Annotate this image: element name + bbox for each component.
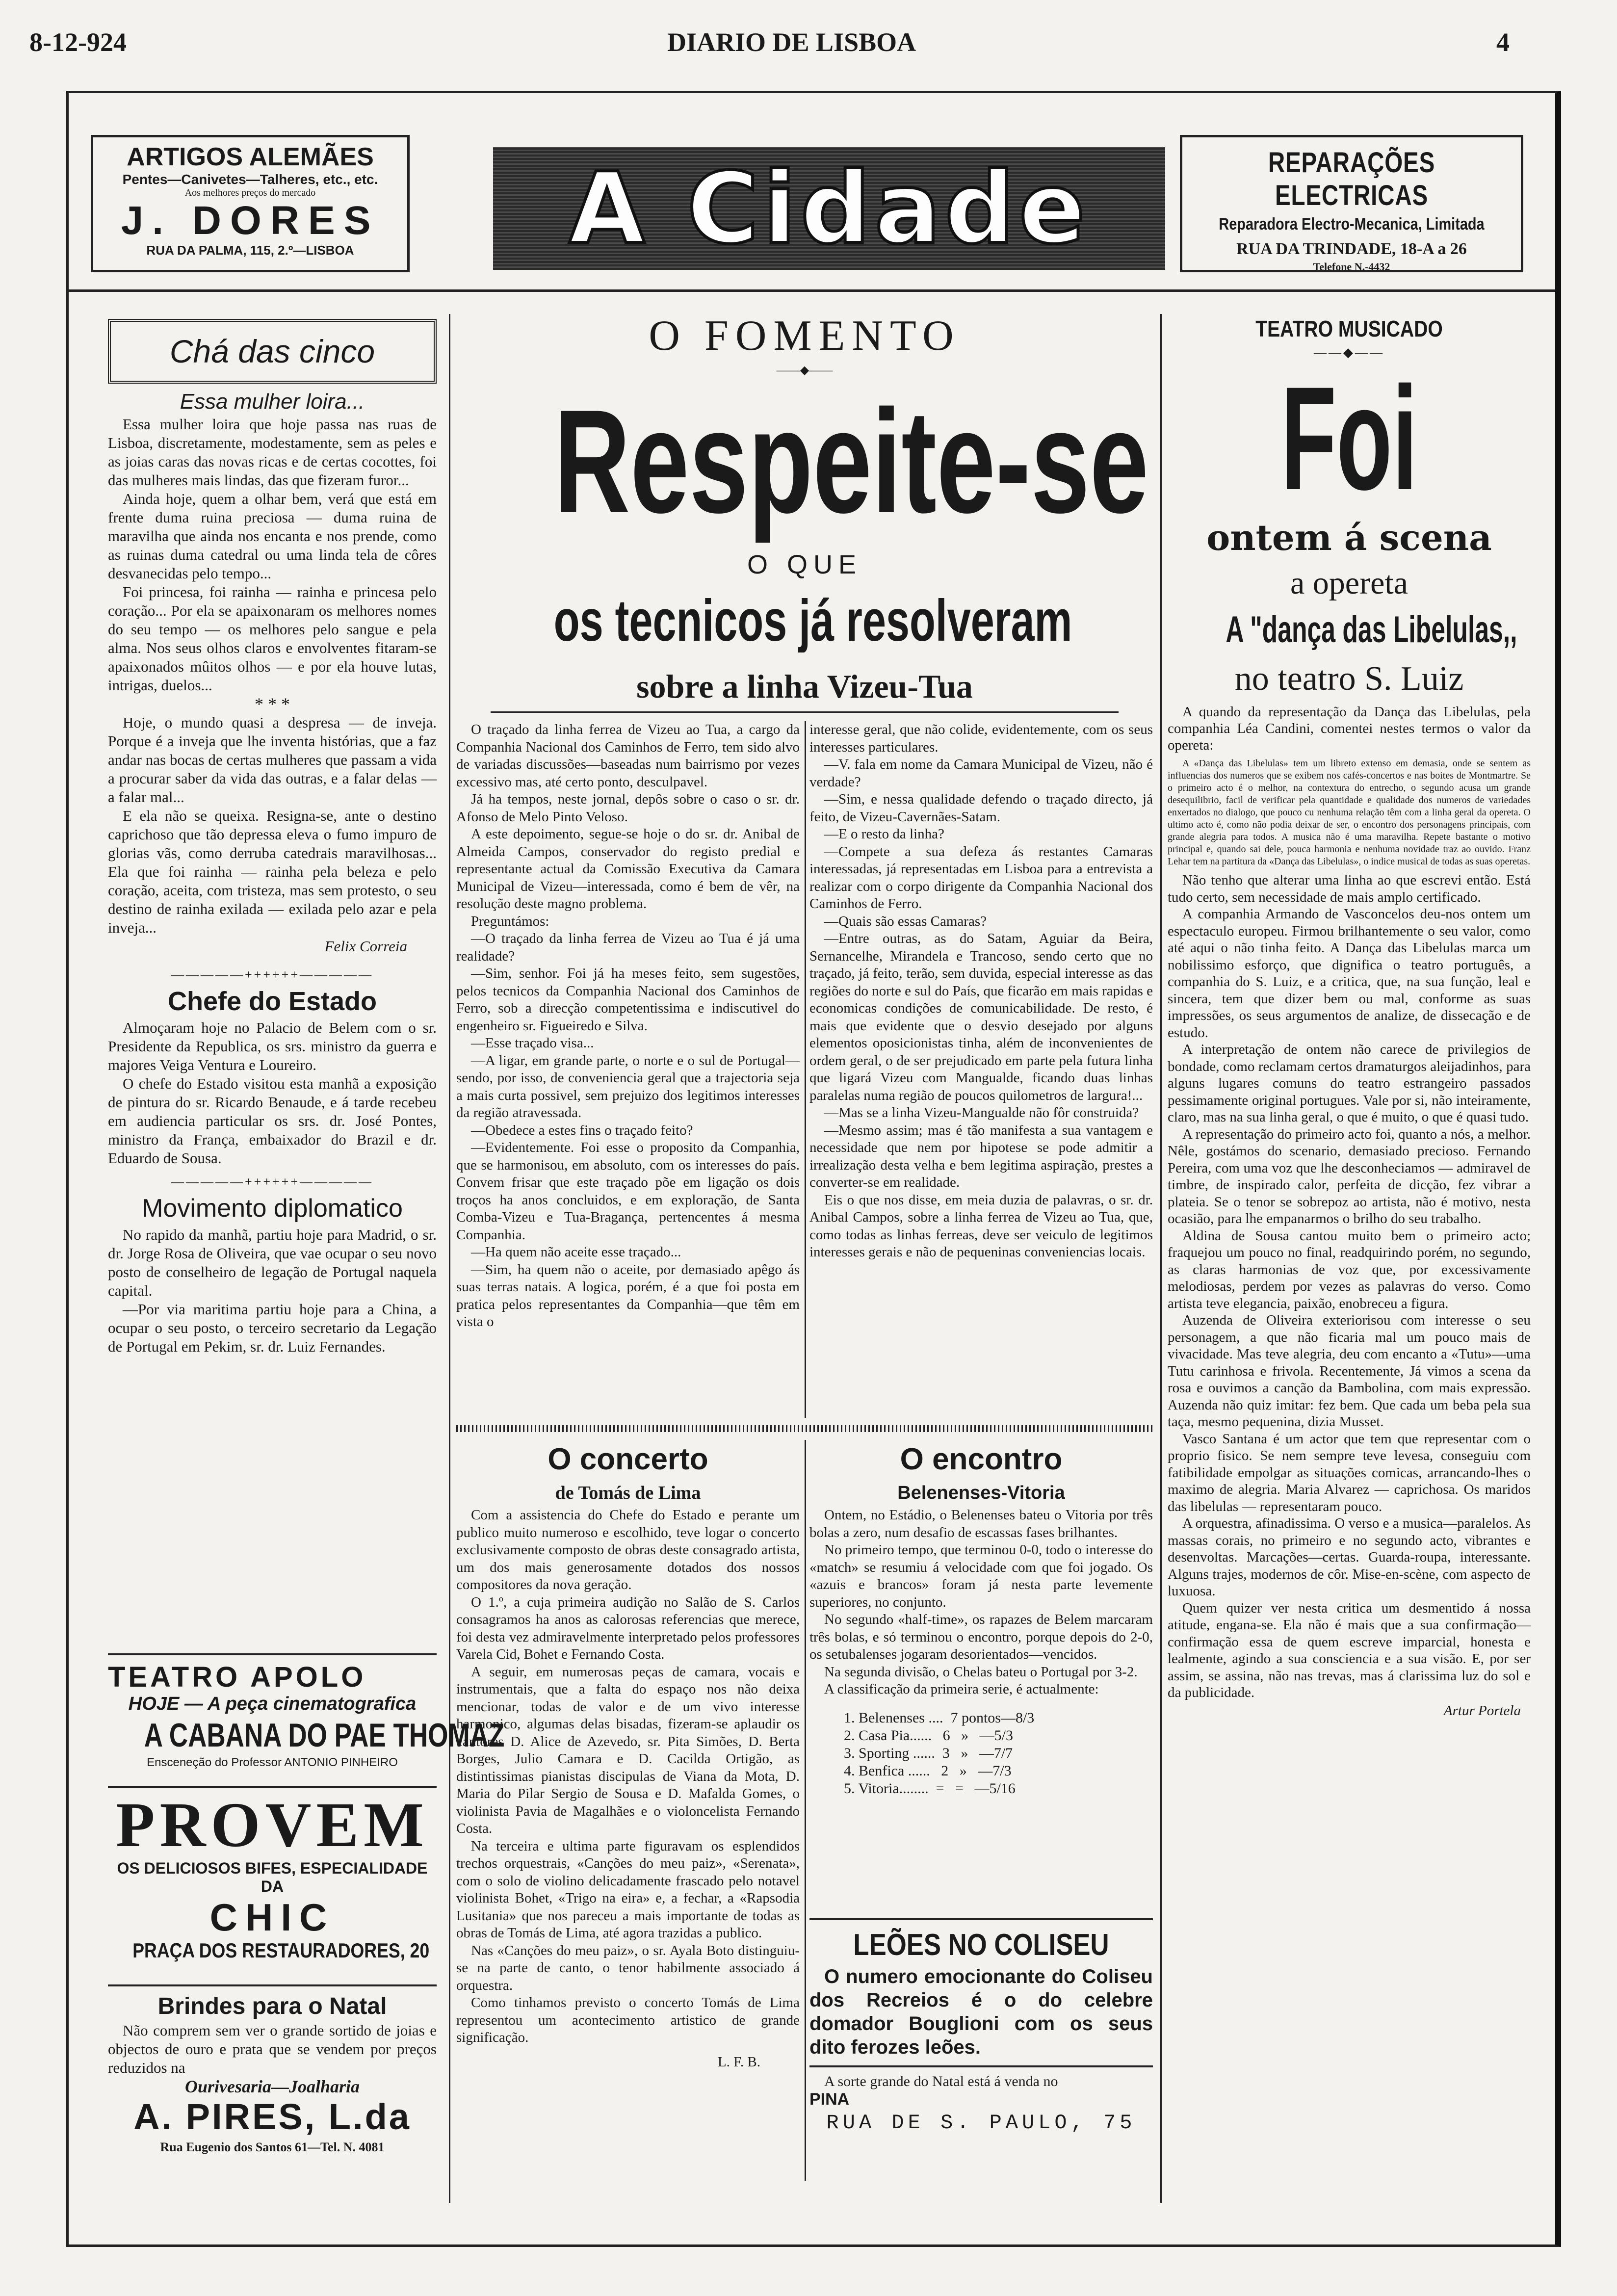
- ornament-rule: —————++++++—————: [171, 1174, 373, 1189]
- teatro-paragraph: A orquestra, afinadissima. O verso e a musica—paralelos. As massas corais, no primeiro e no segundo acto, vibrantes e desenvoltas. Marcações—certas. Guarda-roupa, interessante. Alguns trajes, modernos de côr. Mise-en-scène, com aspecto de luxuosa.: [1168, 1515, 1531, 1599]
- teatro-paragraph: A representação do primeiro acto foi, quanto a nós, a melhor. Nêle, gostámos do scenario, demasiado precioso. Fernando Pereira, com uma voz que lhe desconheciamos — admiravel de timbre, de inspirado calor, perfeita de dicção, fez vibrar a plateia. Se o tenor se sobrepoz ao artista, não é motivo, nesta ocasião, para lhe empanarmos o brilho do seu trabalho.: [1168, 1126, 1531, 1226]
- teatro-deck-2: a opereta: [1290, 565, 1408, 601]
- teatro-paragraph: A companhia Armando de Vasconcelos deu-nos ontem um espectaculo europeu. Firmou brilhantemente o seu valor, como até aqui o não tinha feito. A Dança das Libelulas marca um nobilissimo esforço, que dignifica o teatro português, a companhia do S. Luiz, e a critica, que, na sua função, leal e sincera, tem que dizer bem ou mal, conforme as suas impressões, os seus argumentos de analize, de dissecação e de estudo.: [1168, 906, 1531, 1041]
- ad-teatro-apolo: [108, 1661, 505, 1770]
- chic-provem: PROVEM: [116, 1790, 429, 1860]
- column-rule-1: [449, 314, 450, 2203]
- chefe-heading: Chefe do Estado: [167, 987, 377, 1016]
- brindes-shop-type: Ourivesaria—Joalharia: [184, 2077, 360, 2096]
- teatro-quote: A «Dança das Libelulas» tem um libreto extenso em demasia, onde se sentem as influencias dos numeros que se exibem nos cafés-concertos e nas boites de Montmartre. Se o primeiro acto é o melhor, na contextura do entrecho, o segundo acusa um grande desequilibrio, facil de verificar pela quantidade e qualidade dos numeros de variedades enxertados no dialogo, que pouco cu nenhuma relação têm com a linha geral da opereta. O ultimo acto é, como não podia deixar de ser, o encontro dos personagens principais, com grande alegria para todos. A musica não é uma maravilha. Repete bastante o motivo principal e, quando sai dele, pouca harmonia e nenhuma novidade traz ao ouvido. Franz Lehar tem na partitura da «Dança das Libelulas», o indice musical de todas as suas operetas.: [1168, 758, 1531, 867]
- cha-paragraph: Ainda hoje, quem a olhar bem, verá que está em frente duma ruina preciosa — duma ruina de maravilha que ainda nos encanta e nos prende, como as ruinas duma catedral ou uma linda tela de côres desvanecidas pelo tempo...: [108, 490, 437, 582]
- movimento-heading: Movimento diplomatico: [142, 1194, 403, 1223]
- concerto-paragraph: O 1.º, a cuja primeira audição no Salão de S. Carlos consagramos ha anos as calorosas referencias que merece, foi desta vez admiravelmente interpretado pelos professores Varela Cid, Bohet e Fernando Costa.: [456, 1594, 800, 1662]
- fomento-paragraph: O traçado da linha ferrea de Vizeu ao Tua, a cargo da Companhia Nacional dos Caminhos de Ferro, tem sido alvo de variadas discussões—baseadas num bairrismo por vezes excessivo mas, até certo ponto, desculpavel.: [456, 722, 800, 790]
- pina-name: PINA: [809, 2090, 850, 2109]
- movimento-paragraph: —Por via maritima partiu hoje para a China, a ocupar o seu posto, o terceiro secretario da Legação de Portugal em Pekim, sr. dr. Luiz Fernandes.: [108, 1301, 437, 1355]
- ad-artigos-title: ARTIGOS ALEMÃES: [127, 143, 374, 171]
- concerto-subheading: de Tomás de Lima: [555, 1483, 701, 1503]
- fomento-paragraph: —Ha quem não aceite esse traçado...: [471, 1244, 681, 1260]
- teatro-paragraph: A interpretação de ontem não carece de privilegios de bondade, como reclamam certos dramaturgos aleijadinhos, para alguns lugares comuns do teatro estrangeiro passados pessimamente original portugues. Vale por si, não inteiramente, claro, mas na sua linha geral, o que é muito, o que é quasi tudo.: [1168, 1042, 1531, 1125]
- ad-reparacoes-phone: Telefone N.-4432: [1313, 261, 1390, 273]
- ornament-small: ——◆——: [776, 364, 833, 377]
- fomento-headline: Respeite-se: [553, 379, 1149, 544]
- fomento-deck-2: os tecnicos já resolveram: [553, 589, 1072, 652]
- concerto-paragraph: A seguir, em numerosas peças de camara, vocais e instrumentais, que a falta do espaço nos não deixa mencionar, todas de valor e de um vivo interesse harmonico, algumas delas bisadas, fizeram-se aplaudir os cantores D. Alice de Azevedo, sr. Pita Simões, D. Berta Borges, Julio Camara e D. Cacilda Ortigão, as distintissimas pianistas discipulas de Viana da Mota, D. Maria do Pilar Sergio de Sousa e D. Mafalda Gomes, o violinista Pavia de Magalhães e o violoncelista Fernando Costa.: [456, 1664, 800, 1836]
- masthead-logo: [493, 147, 1165, 270]
- pina-text: A sorte grande do Natal está á venda no: [824, 2073, 1058, 2089]
- teatro-headline: Foi: [1280, 362, 1418, 514]
- fomento-paragraph: —Evidentemente. Foi esse o proposito da Companhia, que se harmonisou, em absoluto, com os interesses do país. Convem frisar que este traçado põe em ligação os dois troços ha anos concluidos, e em exploração, de Santa Comba-Vizeu e Tua-Bragança, pertencentes á mesma Companhia.: [456, 1140, 800, 1243]
- cha-paragraph: Foi princesa, foi rainha — rainha e princesa pelo coração... Por ela se apaixonaram os melhores nomes do seu tempo — os melhores pelo sangue e pela alma. Nos seus olhos claros e envolventes fitaram-se apaixonados mûitos olhos — e por ela houve lutas, intrigas, duelos...: [108, 583, 437, 694]
- fomento-paragraph: —Sim, ha quem não o aceite, por demasiado apêgo ás suas terras natais. A logica, porém, é a que foi posta em pratica pelos representantes da Companhia—que têm em vista o: [456, 1261, 800, 1330]
- concerto-paragraph: Nas «Canções do meu paiz», o sr. Ayala Boto distinguiu-se na parte de canto, o tenor habilmente associado á orquestra.: [456, 1942, 800, 1993]
- teatro-paragraph: Aldina de Sousa cantou muito bem o primeiro acto; fraquejou um pouco no final, readquirindo porém, no segundo, as claras harmonias de voz que, por excessivamente melodiosas, perdem por vezes as palavras do verso. Como artista teve elegancia, paixão, enobreceu a figura.: [1168, 1227, 1531, 1311]
- concerto-heading: O concerto: [548, 1442, 708, 1476]
- chefe-paragraph: O chefe do Estado visitou esta manhã a exposição de pintura do sr. Ricardo Benaude, e á tarde recebeu em audiencia particular os srs. dr. José Pontes, ministro da França, embaixador do Brazil e dr. Eduardo de Sousa.: [108, 1075, 437, 1167]
- ornament-small: ——◆——: [1314, 345, 1384, 360]
- apolo-film: A CABANA DO PAE THOMAZ: [144, 1717, 505, 1754]
- concerto-paragraph: Com a assistencia do Chefe do Estado e perante um publico muito numeroso e escolhido, teve logar o concerto exclusivamente composto de obras deste consagrado artista, um dos mais generosamente dotados dos nossos compositores da nova geração.: [456, 1507, 800, 1592]
- fomento-deck-1: O QUE: [747, 550, 862, 579]
- fomento-paragraph: —O traçado da linha ferrea de Vizeu ao Tua é já uma realidade?: [456, 931, 800, 964]
- chic-rule-top: [108, 1786, 437, 1788]
- fomento-paragraph: —Quais são essas Camaras?: [824, 913, 987, 929]
- standings-row: 1. Belenenses .... 7 pontos—8/3: [844, 1709, 1035, 1726]
- concerto-paragraph: Na terceira e ultima parte figuravam os esplendidos trechos orquestrais, «Canções do meu paiz», «Serenata», com o solo de violino delicadamente frascado pelo notavel violinista Bohet, «Trigo na eira» e, a fechar, a «Rapsodia Lusitania» que nos pareceu a mais importante de todas as obras de Tomás de Lima, até agora trazidas a publico.: [456, 1838, 800, 1941]
- fomento-paragraph: —Compete a sua defeza ás restantes Camaras interessadas, já representadas em Lisboa para a entrevista a realizar com o corpo dirigente da Companhia Nacional dos Caminhos de Ferro.: [809, 843, 1153, 912]
- apolo-credits: Ensceneção do Professor ANTONIO PINHEIRO: [147, 1756, 398, 1769]
- fomento-rule: [491, 711, 1119, 713]
- masthead-title: A Cidade: [569, 151, 1090, 266]
- encontro-subheading: Belenenses-Vitoria: [897, 1483, 1065, 1503]
- ad-artigos-products: Pentes—Canivetes—Talheres, etc., etc.: [122, 172, 378, 187]
- concerto-paragraph: Como tinhamos previsto o concerto Tomás de Lima representou um acontecimento artistico de grande significação.: [456, 1995, 800, 2045]
- fomento-paragraph: —Mas se a linha Vizeu-Mangualde não fôr construida?: [824, 1105, 1139, 1121]
- concerto-column-rule: [805, 1440, 806, 2181]
- encontro-paragraph: Ontem, no Estádio, o Belenenses bateu o Vitoria por três bolas a zero, num desafio de escassas fases brilhantes.: [809, 1507, 1153, 1540]
- fomento-paragraph: interesse geral, que não colide, evidentemente, com os seus interesses particulares.: [809, 722, 1153, 755]
- fomento-column-1: [456, 721, 800, 1331]
- chic-tagline: OS DELICIOSOS BIFES, ESPECIALIDADE DA: [117, 1859, 428, 1895]
- fomento-paragraph: —Mesmo assim; mas é tão manifesta a sua vantagem e necessidade que nem por hipotese se pode admitir a irrealização desta velha e bem legitima aspiração, prestes a converter-se em realidade.: [809, 1122, 1153, 1190]
- standings-table: [844, 1709, 1153, 1798]
- ad-artigos-shop: J. DORES: [121, 198, 380, 243]
- ad-reparacoes: [1180, 135, 1523, 272]
- fomento-column-2: [809, 721, 1153, 1261]
- fomento-paragraph: —A ligar, em grande parte, o norte e o sul de Portugal—sendo, por isso, de conveniencia geral que a trajectoria seja a mais curta possivel, sem prejuizo dos legitimos interesses da região atravessada.: [456, 1052, 800, 1121]
- teatro-paragraph: Quem quizer ver nesta critica um desmentido á nossa atitude, engana-se. Ela não é mais que a sua confirmação—confirmação essa de quem escreve imparcial, honesta e lealmente, agindo a sua consciencia e a sua visão. E, por ser assim, se assina, não nas trevas, mas á clarissima luz do sol e da publicidade.: [1168, 1600, 1531, 1700]
- cha-paragraph: Hoje, o mundo quasi a despresa — de inveja. Porque é a inveja que lhe inventa histórias, que a faz andar nas bocas de certas mulheres que passam a vida a procurar saber da vida das outras, e a falar delas — a falar mal...: [108, 714, 437, 806]
- ad-pina: [809, 2073, 1153, 2138]
- fomento-headline-wrap: [456, 373, 1153, 549]
- leoes-article: [809, 1926, 1153, 2059]
- chefe-paragraph: Almoçaram hoje no Palacio de Belem com o sr. Presidente da Republica, os srs. ministro da guerra e majores Veiga Ventura e Loureiro.: [108, 1019, 437, 1073]
- ad-reparacoes-title: REPARAÇÕES ELECTRICAS: [1268, 147, 1435, 211]
- apolo-rule-top: [108, 1653, 437, 1655]
- teatro-deck-4: no teatro S. Luiz: [1234, 660, 1464, 698]
- fomento-paragraph: Preguntámos:: [471, 913, 549, 929]
- ad-brindes: [108, 1992, 437, 2157]
- chic-name: CHIC: [209, 1896, 335, 1939]
- brindes-shop-name: A. PIRES, L.da: [133, 2096, 411, 2137]
- pina-address: RUA DE S. PAULO, 75: [826, 2111, 1136, 2135]
- brindes-address: Rua Eugenio dos Santos 61—Tel. N. 4081: [160, 2140, 385, 2154]
- cha-heading-box: [108, 319, 437, 384]
- fomento-paragraph: —Esse traçado visa...: [471, 1035, 594, 1051]
- fomento-paragraph: A este depoimento, segue-se hoje o do sr. dr. Anibal de Almeida Campos, conservador do registo predial e representante actual da Comissão Executiva da Camara Municipal de Vizeu—interessada, como é bem de vêr, na resolução deste magno problema.: [456, 826, 800, 912]
- ad-artigos-alemaes: [91, 135, 410, 272]
- fomento-paragraph: Eis o que nos disse, em meia duzia de palavras, o sr. dr. Anibal Campos, sobre a linha ferrea de Vizeu ao Tua, que, como todas as linhas ferreas, deve ser veiculo de legitimos interesses gerais e não de pequeninas conveniencias locais.: [809, 1192, 1153, 1260]
- brindes-rule-top: [108, 1984, 437, 1986]
- teatro-deck-3: A "dança das Libelulas,,: [1226, 609, 1517, 651]
- concerto-signature: L. F. B.: [717, 2054, 760, 2070]
- newspaper-name: DIARIO DE LISBOA: [667, 27, 916, 57]
- cha-separator: * * *: [255, 694, 290, 714]
- fomento-paragraph: —V. fala em nome da Camara Municipal de Vizeu, não é verdade?: [809, 757, 1153, 790]
- encontro-paragraph: No segundo «half-time», os rapazes de Belem marcaram três bolas, e só terminou o encontro, porque depois do 2-0, os setubalenses jogaram desorientados—vencidos.: [809, 1612, 1153, 1662]
- fomento-column-rule: [805, 721, 806, 1418]
- left-column: [108, 319, 437, 1356]
- fomento-deck-3: sobre a linha Vizeu-Tua: [636, 668, 973, 705]
- chic-address: PRAÇA DOS RESTAURADORES, 20: [132, 1939, 430, 1962]
- cha-subtitle: Essa mulher loira...: [180, 390, 365, 414]
- standings-row: 2. Casa Pia...... 6 » —5/3: [844, 1727, 1013, 1744]
- apolo-title: TEATRO APOLO: [108, 1661, 366, 1693]
- fomento-paragraph: —Entre outras, as do Satam, Aguiar da Beira, Sernancelhe, Mirandela e Trancoso, sendo certo que no traçado, já feito, terão, sem duvida, especial interesse as das regiões do norte e sul do País, que ficarão em mais rapidas e economicas condições de comunicabilidade. De resto, é mais que evidente que o desvio desejado por alguns elementos oposicionistas tinha, além de inconvenientes de ordem geral, o de ser prejudicado em parte pela futura linha que ligará Vizeu com Mangualde, ficando duas linhas paralelas numa região de poucos quilometros de largura!...: [809, 931, 1153, 1103]
- fomento-deck-2-wrap: [456, 589, 1153, 652]
- fomento-paragraph: Já ha tempos, neste jornal, depôs sobre o caso o sr. dr. Afonso de Melo Pinto Veloso.: [456, 791, 800, 825]
- leoes-heading: LEÕES NO COLISEU: [853, 1928, 1109, 1962]
- column-rule-2: [1160, 314, 1162, 2203]
- encontro-paragraph: Na segunda divisão, o Chelas bateu o Portugal por 3-2.: [824, 1664, 1138, 1680]
- cha-author: Felix Correia: [324, 938, 407, 955]
- fomento-paragraph: —Obedece a estes fins o traçado feito?: [471, 1122, 693, 1138]
- teatro-intro: A quando da representação da Dança das Libelulas, pela companhia Léa Candini, comentei nestes termos o valor da opereta:: [1168, 704, 1531, 753]
- masthead-rule: [69, 289, 1555, 292]
- cha-heading: Chá das cinco: [169, 333, 375, 369]
- issue-date: 8-12-924: [29, 27, 127, 57]
- ad-reparacoes-company: Reparadora Electro-Mecanica, Limitada: [1219, 215, 1485, 234]
- ornament-rule: —————++++++—————: [171, 967, 373, 982]
- encontro-article: [809, 1440, 1153, 1798]
- encontro-paragraph: A classificação da primeira serie, é actualmente:: [824, 1681, 1099, 1697]
- fomento-paragraph: —Sim, senhor. Foi já ha meses feito, sem sugestões, pelos tecnicos da Companhia Nacional dos Caminhos de Ferro, sob a direcção competentissima e indiscutivel do engenheiro sr. Figueiredo e Silva.: [456, 965, 800, 1034]
- brindes-body: Não comprem sem ver o grande sortido de joias e objectos de ouro e prata que se vendem por preços reduzidos na: [108, 2022, 437, 2076]
- teatro-headline-wrap: [1168, 362, 1531, 514]
- teatro-paragraph: Vasco Santana é um actor que tem que representar com o proprio fisico. Se nem sempre teve levesa, conseguiu com fatibilidade empolgar as situações comicas, arrancando-lhes o maximo de alegria. Maria Alvarez — caprichosa. Os maridos das libelulas — representaram pouco.: [1168, 1431, 1531, 1514]
- leoes-body: O numero emocionante do Coliseu dos Recreios é o do celebre domador Bouglioni com os seus dito ferozes leões.: [809, 1966, 1153, 2058]
- concerto-article: [456, 1440, 800, 2071]
- movimento-paragraph: No rapido da manhã, partiu hoje para Madrid, o sr. dr. Jorge Rosa de Oliveira, que vae ocupar o seu novo posto de conselheiro de legação de Portugal naquela capital.: [108, 1226, 437, 1299]
- apolo-today: HOJE — A peça cinematografica: [128, 1694, 417, 1714]
- encontro-paragraph: No primeiro tempo, que terminou 0-0, todo o interesse do «match» se resumiu á velocidade com que foi jogado. Os «azuis e brancos» foram já nesta parte levemente superiores, no conjunto.: [809, 1542, 1153, 1610]
- fomento-paragraph: —E o resto da linha?: [824, 826, 944, 842]
- leoes-rule-top: [809, 1918, 1153, 1920]
- cha-paragraph: E ela não se queixa. Resigna-se, ante o destino caprichoso que tão depressa eleva o fumo impuro de glorias vãs, como derruba catedrais maravilhosas... Ela que foi rainha — rainha pela beleza e pelo coração, aceita, com tristeza, mas sem protesto, o seu destino de rainha exilada — exilada pelo azar e pela inveja...: [108, 807, 437, 936]
- standings-row: 4. Benfica ...... 2 » —7/3: [844, 1762, 1012, 1779]
- fomento-kicker: O FOMENTO: [649, 312, 961, 360]
- ad-artigos-prices: Aos melhores preços do mercado: [184, 187, 316, 198]
- teatro-paragraph: Auzenda de Oliveira exteriorisou com interesse o seu personagem, a que não ficaria mal um pouco mais de vivacidade. Mas teve alegria, deu com encanto a «Tutu»—uma Tutu carinhosa e frivola. Recentemente, Já vimos a scena da rosa e ouvimos a canção da Bambolina, com mais expressão. Auzenda não quiz imitar: fez bem. Que cada um beba pela sua taça, mesmo pequenina, dizia Musset.: [1168, 1312, 1531, 1430]
- section-divider: [456, 1425, 1153, 1432]
- cha-paragraph: Essa mulher loira que hoje passa nas ruas de Lisboa, discretamente, modestamente, sem as peles e as joias caras das novas ricas e de certas cocottes, foi das mulheres mais lindas, das que fizeram furor...: [108, 416, 437, 489]
- teatro-deck-1: ontem á scena: [1206, 517, 1492, 558]
- teatro-kicker: TEATRO MUSICADO: [1255, 316, 1443, 341]
- teatro-column: [1168, 314, 1531, 1720]
- fomento-paragraph: —Sim, e nessa qualidade defendo o traçado directo, já feito, de Vizeu-Cavernães-Satam.: [809, 791, 1153, 825]
- standings-row: 3. Sporting ...... 3 » —7/7: [844, 1745, 1013, 1761]
- brindes-heading: Brindes para o Natal: [157, 1993, 387, 2019]
- standings-row: 5. Vitoria........ = = —5/16: [844, 1780, 1016, 1797]
- ad-reparacoes-address: RUA DA TRINDADE, 18-A a 26: [1236, 240, 1467, 258]
- teatro-paragraph: Não tenho que alterar uma linha ao que escrevi então. Está tudo certo, sem necessidade de mais amplo certificado.: [1168, 872, 1531, 905]
- pina-rule-top: [809, 2065, 1153, 2067]
- ad-artigos-address: RUA DA PALMA, 115, 2.º—LISBOA: [146, 243, 354, 258]
- encontro-heading: O encontro: [900, 1442, 1063, 1476]
- ad-chic: [108, 1791, 437, 1962]
- teatro-author: Artur Portela: [1443, 1702, 1521, 1719]
- page-number: 4: [1496, 27, 1510, 57]
